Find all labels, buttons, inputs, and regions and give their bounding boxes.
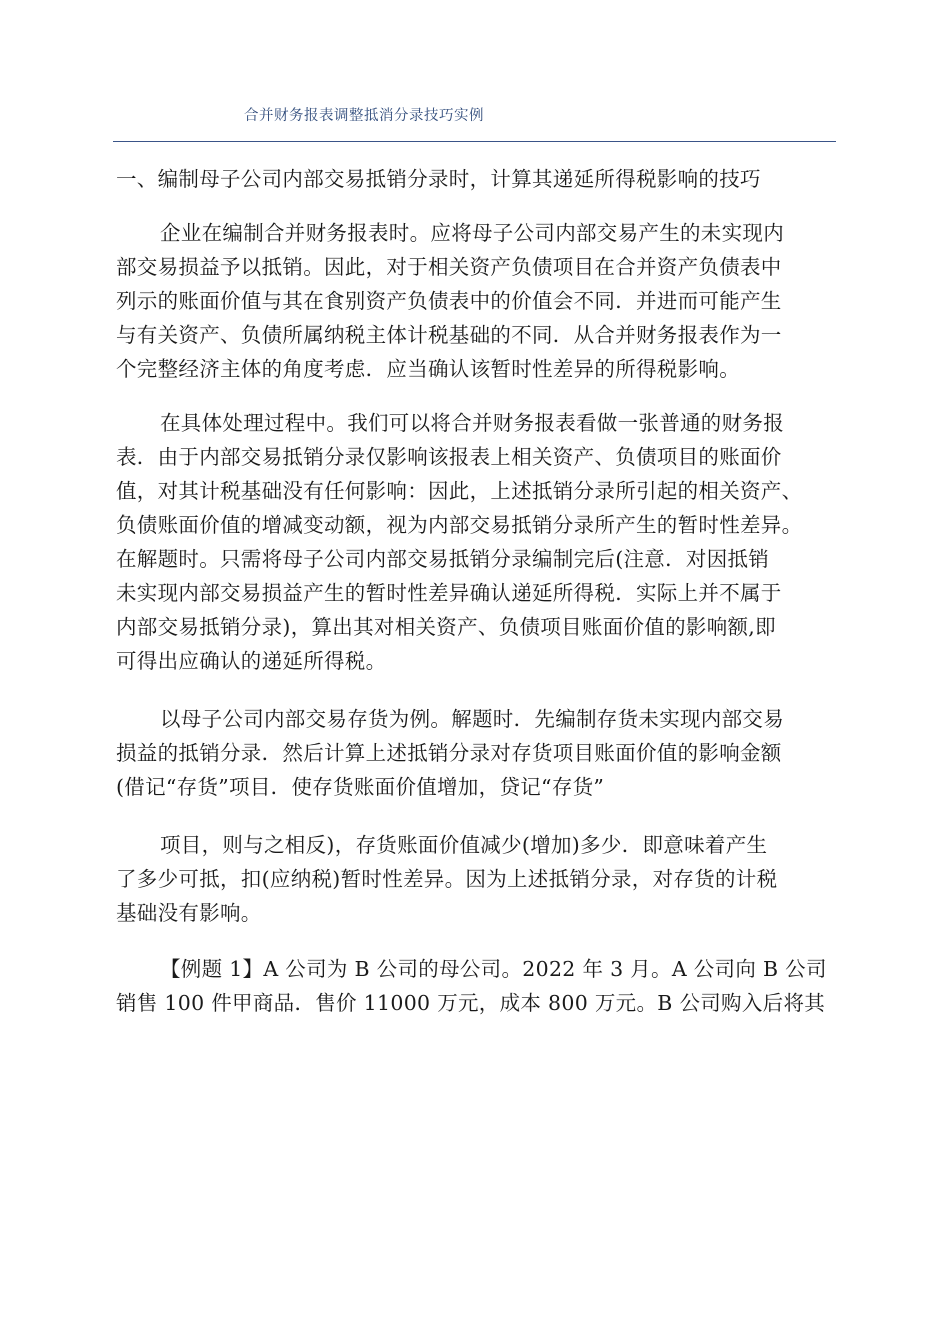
paragraph-line: 列示的账面价值与其在食别资产负债表中的价值会不同．并进而可能产生 xyxy=(116,289,782,313)
paragraph-line: 企业在编制合并财务报表时。应将母子公司内部交易产生的未实现内 xyxy=(160,221,784,245)
paragraph-spacer xyxy=(116,678,838,702)
paragraph-line: 值，对其计税基础没有任何影响：因此，上述抵销分录所引起的相关资产、 xyxy=(116,479,803,503)
paragraph-line: 销售 100 件甲商品．售价 11000 万元，成本 800 万元。B 公司购入后将其 xyxy=(116,991,826,1015)
paragraph xyxy=(116,406,838,678)
paragraph-line: 项目，则与之相反)，存货账面价值减少(增加)多少．即意味着产生 xyxy=(160,833,768,857)
header-divider xyxy=(113,141,836,142)
paragraph-line: 个完整经济主体的角度考虑．应当确认该暂时性差异的所得税影响。 xyxy=(116,357,740,381)
paragraph xyxy=(116,216,838,386)
paragraph-line: 与有关资产、负债所属纳税主体计税基础的不同．从合并财务报表作为一 xyxy=(116,323,782,347)
paragraph-line: 可得出应确认的递延所得税。 xyxy=(116,649,387,673)
paragraph-line: 部交易损益予以抵销。因此，对于相关资产负债项目在合并资产负债表中 xyxy=(116,255,782,279)
paragraph-line: 负债账面价值的增减变动额，视为内部交易抵销分录所产生的暂时性差异。 xyxy=(116,513,803,537)
paragraph-line: 【例题 1】A 公司为 B 公司的母公司。2022 年 3 月。A 公司向 B 公司 xyxy=(160,957,827,981)
paragraph-line: 了多少可抵，扣(应纳税)暂时性差异。因为上述抵销分录，对存货的计税 xyxy=(116,867,778,891)
paragraph xyxy=(116,702,838,804)
paragraph-line: 内部交易抵销分录)，算出其对相关资产、负债项目账面价值的影响额,即 xyxy=(116,615,776,639)
page-header-title: 合并财务报表调整抵消分录技巧实例 xyxy=(244,108,484,124)
paragraph-line: (借记“存货”项目．使存货账面价值增加，贷记“存货” xyxy=(116,775,605,799)
paragraph xyxy=(116,828,838,930)
paragraph-line: 未实现内部交易损益产生的暂时性差异确认递延所得税．实际上并不属于 xyxy=(116,581,782,605)
paragraph-spacer xyxy=(116,386,838,406)
paragraph-line: 基础没有影响。 xyxy=(116,901,262,925)
section-heading: 一、编制母子公司内部交易抵销分录时，计算其递延所得税影响的技巧 xyxy=(116,167,761,191)
paragraph-line: 以母子公司内部交易存货为例。解题时．先编制存货未实现内部交易 xyxy=(160,707,784,731)
paragraph-line: 在具体处理过程中。我们可以将合并财务报表看做一张普通的财务报 xyxy=(160,411,784,435)
paragraph-spacer xyxy=(116,804,838,828)
paragraph-line: 表．由于内部交易抵销分录仅影响该报表上相关资产、负债项目的账面价 xyxy=(116,445,782,469)
paragraph-line: 在解题时。只需将母子公司内部交易抵销分录编制完后(注意．对因抵销 xyxy=(116,547,770,571)
paragraph-spacer xyxy=(116,930,838,952)
paragraph xyxy=(116,952,838,1020)
document-body xyxy=(116,162,838,1020)
paragraph-line: 损益的抵销分录．然后计算上述抵销分录对存货项目账面价值的影响金额 xyxy=(116,741,782,765)
